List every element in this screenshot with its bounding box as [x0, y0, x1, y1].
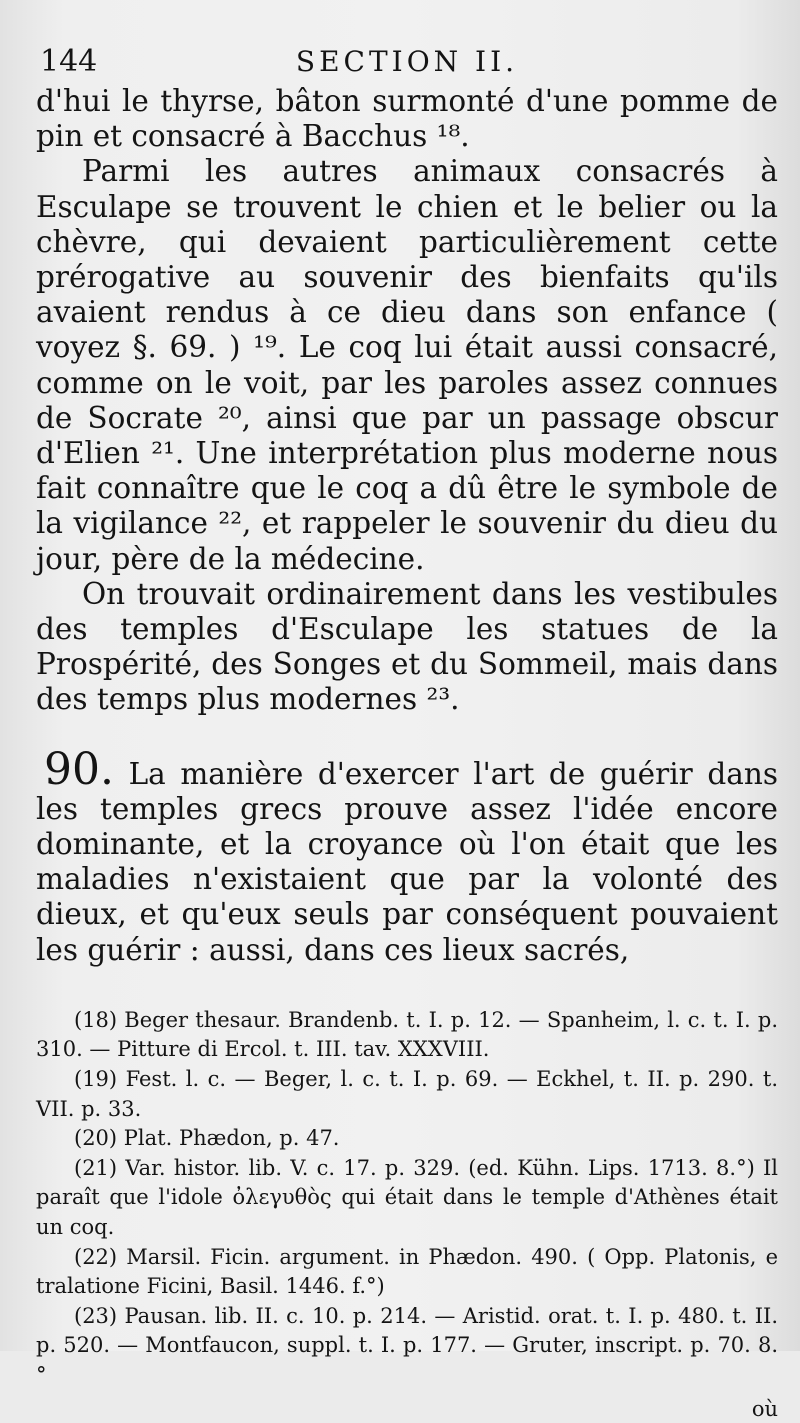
paragraph-continuation: d'hui le thyrse, bâton surmonté d'une pomme de pin et consacré à Bacchus ¹⁸.: [36, 84, 778, 154]
paragraph-vestibules: On trouvait ordinairement dans les vestibules des temples d'Esculape les statues de la Prospérité, des Songes et du Sommeil, mais dans des temps plus modernes ²³.: [36, 576, 778, 717]
footnote-23: (23) Pausan. lib. II. c. 10. p. 214. — Aristid. orat. t. I. p. 480. t. II. p. 520. — Montfaucon, suppl. t. I. p. 177. — Gruter, inscript. p. 70. 8.°: [36, 1303, 778, 1387]
page-header: [36, 40, 778, 84]
section-90-text: La manière d'exercer l'art de guérir dans les temples grecs prouve assez l'idée encore dominante, et la croyance où l'on était que les maladies n'existaient que par la volonté des dieux, et qu'eux seuls par conséquent pouvaient les guérir : aussi, dans ces lieux sacrés,: [36, 756, 778, 967]
paragraph-animals: Parmi les autres animaux consacrés à Esculape se trouvent le chien et le belier ou la chèvre, qui devaient particulièrement cette prérogative au souvenir des bienfaits qu'ils avaient rendus à ce dieu dans son enfance ( voyez §. 69. ) ¹⁹. Le coq lui était aussi consacré, comme on le voit, par les paroles assez connues de Socrate ²⁰, ainsi que par un passage obscur d'Elien ²¹. Une interprétation plus moderne nous fait connaître que le coq a dû être le symbole de la vigilance ²², et rappeler le souvenir du dieu du jour, père de la médecine.: [36, 154, 778, 576]
section-90-paragraph: [36, 743, 778, 968]
footnotes: [36, 1006, 778, 1391]
footnote-21: (21) Var. histor. lib. V. c. 17. p. 329. (ed. Kühn. Lips. 1713. 8.°) Il paraît que l'idole ὀλεγυθὸς qui était dans le temple d'Athènes était un coq.: [36, 1155, 778, 1240]
section-spacer: [36, 718, 778, 754]
footnote-18: (18) Beger thesaur. Brandenb. t. I. p. 12. — Spanheim, l. c. t. I. p. 310. — Pitture di Ercol. t. III. tav. XXXVIII.: [36, 1007, 778, 1062]
footnote-22: (22) Marsil. Ficin. argument. in Phædon. 490. ( Opp. Platonis, e tralatione Ficini, Basil. 1446. f.°): [36, 1244, 778, 1299]
footnote-19: (19) Fest. l. c. — Beger, l. c. t. I. p. 69. — Eckhel, t. II. p. 290. t. VII. p. 33.: [36, 1067, 778, 1121]
page-number: 144: [40, 44, 98, 79]
catchword: où: [751, 1396, 778, 1421]
footnote-20: (20) Plat. Phædon, p. 47.: [74, 1126, 340, 1151]
body-text: [36, 84, 778, 968]
running-head: SECTION II.: [295, 45, 519, 78]
section-number: 90.: [44, 743, 114, 795]
